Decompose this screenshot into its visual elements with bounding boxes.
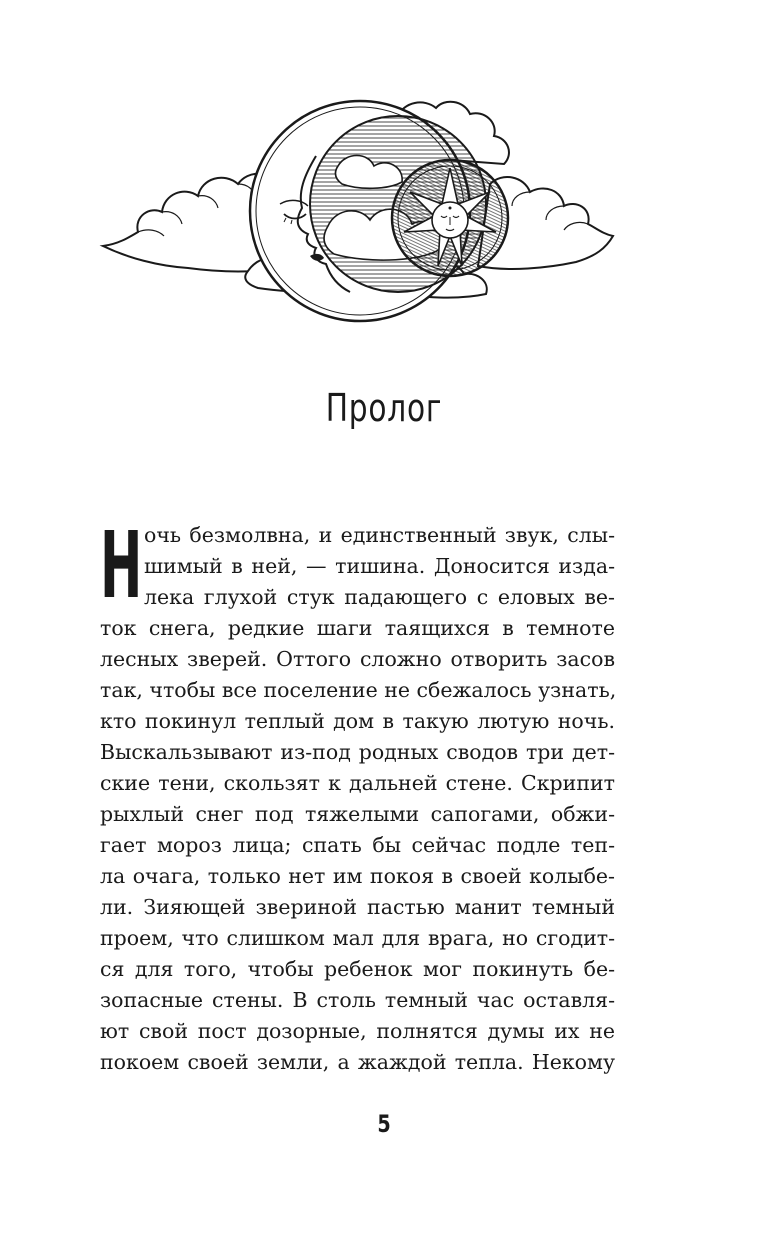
text-line: Выскальзывают из-под родных сводов три дет- [100, 740, 615, 764]
text-line: очь безмолвна, и единственный звук, слы- [144, 523, 615, 547]
text-line: гает мороз лица; спать бы сейчас подле теп- [100, 833, 615, 857]
text-line: так, чтобы все поселение не сбежалось узнать, [100, 678, 617, 702]
text-line: зопасные стены. В столь темный час оставля- [100, 988, 615, 1012]
text-line: лека глухой стук падающего с еловых ве- [144, 585, 615, 609]
text-line: покоем своей земли, а жаждой тепла. Некому [100, 1050, 615, 1074]
text-line: ся для того, чтобы ребенок мог покинуть бе- [100, 957, 615, 981]
chapter-title: Пролог [325, 386, 443, 430]
text-line: проем, что слишком мал для врага, но сгодит- [100, 926, 615, 950]
text-line: лесных зверей. Оттого сложно отворить засов [100, 647, 615, 671]
text-line: ла очага, только нет им покоя в своей колыбе- [100, 864, 615, 888]
text-line: ют свой пост дозорные, полнятся думы их не [100, 1019, 615, 1043]
text-line: рыхлый снег под тяжелыми сапогами, обжи- [100, 802, 615, 826]
body-text [100, 512, 617, 1078]
text-line: кто покинул теплый дом в такую лютую ночь. [100, 709, 615, 733]
text-line: ли. Зияющей звериной пастью манит темный [100, 895, 615, 919]
drop-cap: Н [100, 512, 143, 619]
sun-face-icon [392, 160, 508, 276]
page-number: 5 [377, 1110, 391, 1138]
text-line: ток снега, редкие шаги таящихся в темноте [100, 616, 615, 640]
text-line: ские тени, скользят к дальней стене. Скрипит [100, 771, 615, 795]
text-line: шимый в ней, — тишина. Доносится изда- [144, 554, 615, 578]
moon-sun-clouds-illustration [98, 96, 618, 338]
